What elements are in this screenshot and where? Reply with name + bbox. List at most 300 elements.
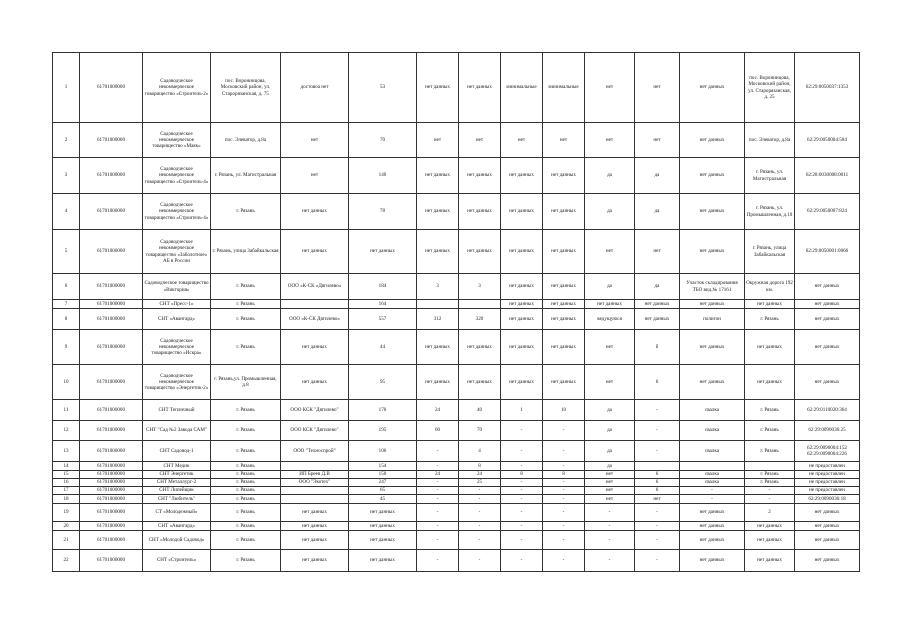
cell-disposal-site: нет данных bbox=[680, 504, 745, 522]
cell-waste-operator bbox=[281, 495, 349, 504]
cell-plot-count: 140 bbox=[349, 158, 417, 194]
table-row bbox=[53, 330, 860, 365]
cell-cadastral-number: 62:29:0090004:152 62:29:0090004:226 bbox=[795, 441, 860, 462]
cell-waste-operator: ИП Бреев Д.В bbox=[281, 471, 349, 479]
cell-col-12: - bbox=[635, 522, 680, 531]
table-row bbox=[53, 230, 860, 274]
cell-address: г. Рязань, ул. Магистральная bbox=[211, 158, 281, 194]
cell-col-8: нет данных bbox=[459, 365, 501, 400]
cell-partnership-name: СНТ "Любитель" bbox=[143, 495, 211, 504]
table-row bbox=[53, 300, 860, 309]
cell-col-8: 25 bbox=[459, 479, 501, 487]
cell-col-9: нет данных bbox=[501, 230, 543, 274]
cell-row-number: 15 bbox=[53, 471, 80, 479]
cell-col-10: нет bbox=[543, 123, 585, 158]
cell-cadastral-number: 62:29:0050004:584 bbox=[795, 123, 860, 158]
cell-col-9: - bbox=[501, 462, 543, 471]
cell-address: г. Рязань bbox=[211, 504, 281, 522]
cell-cadastral-number: 62:28:0030008:0011 bbox=[795, 158, 860, 194]
cell-waste-operator: ООО «К-СК Дягилево» bbox=[281, 309, 349, 330]
cell-col-7: 60 bbox=[417, 421, 459, 441]
cell-address: г. Рязань, улица Забайкальская bbox=[211, 230, 281, 274]
cell-partnership-name: СНТ "Сад №2 Завода САМ" bbox=[143, 421, 211, 441]
cell-col-11: нет bbox=[585, 123, 635, 158]
cell-col-8: - bbox=[459, 531, 501, 550]
cell-waste-operator: нет bbox=[281, 123, 349, 158]
cell-disposal-site: свалка bbox=[680, 400, 745, 421]
cell-address: г. Рязань,ул. Промышленная, д.8 bbox=[211, 365, 281, 400]
cell-col-9: нет данных bbox=[501, 194, 543, 230]
cell-disposal-site: - bbox=[680, 487, 745, 495]
cell-partnership-name: Садоводческое некоммерческое товарищество «Маяк» bbox=[143, 123, 211, 158]
cell-disposal-location: г. Рязань bbox=[745, 421, 795, 441]
cell-disposal-location: нет данных bbox=[745, 531, 795, 550]
cell-disposal-location: нет данных bbox=[745, 330, 795, 365]
cell-row-number: 17 bbox=[53, 487, 80, 495]
cell-col-10: 8 bbox=[543, 471, 585, 479]
cell-plot-count: 247 bbox=[349, 479, 417, 487]
cell-row-number: 14 bbox=[53, 462, 80, 471]
cell-col-9: нет данных bbox=[501, 274, 543, 300]
cell-row-number: 12 bbox=[53, 421, 80, 441]
cell-col-10: нет данных bbox=[543, 309, 585, 330]
cell-disposal-site: нет данных bbox=[680, 230, 745, 274]
cell-col-12: нет bbox=[635, 495, 680, 504]
cell-partnership-name: СНТ Липейщик bbox=[143, 487, 211, 495]
cell-disposal-location: г. Рязань bbox=[745, 400, 795, 421]
cell-waste-operator: нет данных bbox=[281, 531, 349, 550]
cell-col-12: 6 bbox=[635, 487, 680, 495]
cell-waste-operator: нет bbox=[281, 158, 349, 194]
cell-col-12: да bbox=[635, 158, 680, 194]
cell-col-7: 24 bbox=[417, 471, 459, 479]
cell-col-8: - bbox=[459, 487, 501, 495]
cell-oktmo-code: 61701000000 bbox=[80, 194, 143, 230]
cell-disposal-site: свалка bbox=[680, 471, 745, 479]
cell-oktmo-code: 61701000000 bbox=[80, 274, 143, 300]
cell-row-number: 16 bbox=[53, 479, 80, 487]
cell-col-7: 3 bbox=[417, 274, 459, 300]
cell-col-9: - bbox=[501, 421, 543, 441]
cell-disposal-location: пос. Элеватор, д.8а bbox=[745, 123, 795, 158]
cell-col-12: - bbox=[635, 421, 680, 441]
cell-disposal-site: свалка bbox=[680, 441, 745, 462]
cell-disposal-location bbox=[745, 462, 795, 471]
cell-disposal-location: г. Рязань, ул. Промышленная, д.10 bbox=[745, 194, 795, 230]
cell-cadastral-number: нет данных bbox=[795, 330, 860, 365]
cell-col-11: нет bbox=[585, 487, 635, 495]
cell-disposal-location: г. Рязань bbox=[745, 471, 795, 479]
cell-col-8: нет bbox=[459, 123, 501, 158]
table-body bbox=[53, 53, 860, 572]
cell-plot-count: 95 bbox=[349, 365, 417, 400]
cell-col-7: - bbox=[417, 462, 459, 471]
cell-col-10: - bbox=[543, 479, 585, 487]
cell-address: г. Рязань bbox=[211, 194, 281, 230]
table-row bbox=[53, 487, 860, 495]
cell-waste-operator: нет данных bbox=[281, 230, 349, 274]
cell-cadastral-number: нет данных bbox=[795, 550, 860, 572]
cell-waste-operator: нет данных bbox=[281, 194, 349, 230]
cell-address: г. Рязань bbox=[211, 400, 281, 421]
cell-oktmo-code: 61701000000 bbox=[80, 230, 143, 274]
cell-address: г. Рязань bbox=[211, 462, 281, 471]
cell-col-10: нет данных bbox=[543, 158, 585, 194]
cell-col-7 bbox=[417, 300, 459, 309]
cell-waste-operator bbox=[281, 462, 349, 471]
document-page bbox=[52, 52, 859, 572]
cell-waste-operator bbox=[281, 300, 349, 309]
cell-plot-count: 45 bbox=[349, 495, 417, 504]
cell-col-7: нет bbox=[417, 123, 459, 158]
cell-row-number: 22 bbox=[53, 550, 80, 572]
cell-partnership-name: Садоводческое некоммерческое товарищество «Искра» bbox=[143, 330, 211, 365]
cell-row-number: 6 bbox=[53, 274, 80, 300]
cell-oktmo-code: 61701000000 bbox=[80, 471, 143, 479]
cell-plot-count: нет данных bbox=[349, 504, 417, 522]
cell-plot-count: 170 bbox=[349, 400, 417, 421]
cell-partnership-name: СНТ «Строитель» bbox=[143, 550, 211, 572]
cell-partnership-name: Садоводческое некоммерческое товарищество «Строитель-4» bbox=[143, 158, 211, 194]
cell-col-8: 4 bbox=[459, 441, 501, 462]
cell-disposal-location: нет данных bbox=[745, 300, 795, 309]
cell-col-12: 6 bbox=[635, 471, 680, 479]
cell-address: г. Рязань bbox=[211, 274, 281, 300]
table-row bbox=[53, 309, 860, 330]
cell-col-10: минимальные bbox=[543, 53, 585, 123]
cell-cadastral-number: нет данных bbox=[795, 309, 860, 330]
cell-col-8: 3 bbox=[459, 274, 501, 300]
cell-row-number: 2 bbox=[53, 123, 80, 158]
cell-waste-operator: нет данных bbox=[281, 550, 349, 572]
cell-disposal-location: - bbox=[745, 487, 795, 495]
cell-disposal-location: 2 bbox=[745, 504, 795, 522]
cell-cadastral-number: не предоставлен bbox=[795, 471, 860, 479]
cell-col-8: - bbox=[459, 550, 501, 572]
cell-col-8: 8 bbox=[459, 462, 501, 471]
cell-waste-operator: достовоа нет bbox=[281, 53, 349, 123]
cell-address: г. Рязань bbox=[211, 531, 281, 550]
cell-row-number: 21 bbox=[53, 531, 80, 550]
cell-col-12: нет bbox=[635, 230, 680, 274]
cell-plot-count: нет данных bbox=[349, 230, 417, 274]
cell-disposal-location: нет данных bbox=[745, 550, 795, 572]
cell-waste-operator: ООО КСК "Дягилево" bbox=[281, 421, 349, 441]
cell-col-7: - bbox=[417, 487, 459, 495]
cell-plot-count: нет данных bbox=[349, 522, 417, 531]
cell-col-8: - bbox=[459, 522, 501, 531]
cell-col-11: да bbox=[585, 194, 635, 230]
cell-col-9: нет данных bbox=[501, 309, 543, 330]
cell-partnership-name: Садоводческое товарищество «Виктория» bbox=[143, 274, 211, 300]
cell-oktmo-code: 61701000000 bbox=[80, 522, 143, 531]
cell-col-7: - bbox=[417, 479, 459, 487]
cell-col-11: да bbox=[585, 274, 635, 300]
cell-disposal-site: - bbox=[680, 495, 745, 504]
table-row bbox=[53, 531, 860, 550]
cell-oktmo-code: 61701000000 bbox=[80, 441, 143, 462]
cell-disposal-site: нет данных bbox=[680, 194, 745, 230]
cell-plot-count: 150 bbox=[349, 471, 417, 479]
cell-col-10: - bbox=[543, 462, 585, 471]
cell-col-8: 320 bbox=[459, 309, 501, 330]
cell-oktmo-code: 61701000000 bbox=[80, 330, 143, 365]
cell-waste-operator: нет данных bbox=[281, 365, 349, 400]
cell-col-11: да bbox=[585, 462, 635, 471]
cell-col-9: нет данных bbox=[501, 158, 543, 194]
table-row bbox=[53, 495, 860, 504]
cell-address: г. Рязань bbox=[211, 479, 281, 487]
cell-oktmo-code: 61701000000 bbox=[80, 421, 143, 441]
cell-cadastral-number: нет данных bbox=[795, 300, 860, 309]
cell-oktmo-code: 61701000000 bbox=[80, 365, 143, 400]
cell-partnership-name: СНТ Тепличный bbox=[143, 400, 211, 421]
cell-col-7: нет данных bbox=[417, 330, 459, 365]
cell-plot-count: 164 bbox=[349, 300, 417, 309]
cell-row-number: 7 bbox=[53, 300, 80, 309]
cell-row-number: 19 bbox=[53, 504, 80, 522]
cell-partnership-name: СНТ Металлург-2 bbox=[143, 479, 211, 487]
cell-col-8: нет данных bbox=[459, 194, 501, 230]
cell-cadastral-number: 62:29:0110020:364 bbox=[795, 400, 860, 421]
cell-col-8: нет данных bbox=[459, 53, 501, 123]
cell-col-9: минимальные bbox=[501, 53, 543, 123]
cell-address: г. Рязань bbox=[211, 421, 281, 441]
cell-oktmo-code: 61701000000 bbox=[80, 300, 143, 309]
cell-col-7: - bbox=[417, 550, 459, 572]
cell-col-12: - bbox=[635, 550, 680, 572]
cell-partnership-name: СНТ «Авангард» bbox=[143, 522, 211, 531]
cell-col-7: 312 bbox=[417, 309, 459, 330]
cell-col-11: нет bbox=[585, 495, 635, 504]
cell-waste-operator: ООО КСК "Дягилево" bbox=[281, 400, 349, 421]
cell-col-10: - bbox=[543, 522, 585, 531]
cell-partnership-name: СНТ «Молодой Садовод» bbox=[143, 531, 211, 550]
cell-col-12: - bbox=[635, 441, 680, 462]
cell-oktmo-code: 61701000000 bbox=[80, 531, 143, 550]
table-row bbox=[53, 471, 860, 479]
cell-disposal-site: полигон bbox=[680, 309, 745, 330]
cell-disposal-site: нет данных bbox=[680, 550, 745, 572]
cell-plot-count: 70 bbox=[349, 123, 417, 158]
cell-cadastral-number: 62:29:0090036:25 bbox=[795, 421, 860, 441]
cell-partnership-name: СНТ «Авангард» bbox=[143, 309, 211, 330]
cell-row-number: 4 bbox=[53, 194, 80, 230]
cell-cadastral-number: не предоставлен bbox=[795, 479, 860, 487]
cell-col-9: 8 bbox=[501, 471, 543, 479]
cell-disposal-location: нет данных bbox=[745, 365, 795, 400]
cell-col-12: - bbox=[635, 504, 680, 522]
table-row bbox=[53, 522, 860, 531]
cell-col-11: нет данных bbox=[585, 300, 635, 309]
cell-col-7: нет данных bbox=[417, 365, 459, 400]
cell-oktmo-code: 61701000000 bbox=[80, 400, 143, 421]
cell-disposal-location: г. Рязань, ул. Магистральная bbox=[745, 158, 795, 194]
cell-col-11: - bbox=[585, 550, 635, 572]
cell-col-10: - bbox=[543, 504, 585, 522]
cell-oktmo-code: 61701000000 bbox=[80, 158, 143, 194]
cell-oktmo-code: 61701000000 bbox=[80, 495, 143, 504]
cell-disposal-location: г. Рязань, улица Забайкальская bbox=[745, 230, 795, 274]
cell-col-11: нет bbox=[585, 330, 635, 365]
cell-disposal-site: нет данных bbox=[680, 531, 745, 550]
table-row bbox=[53, 274, 860, 300]
table-row bbox=[53, 400, 860, 421]
cell-oktmo-code: 61701000000 bbox=[80, 462, 143, 471]
cell-waste-operator: ООО «К-СК «Дягилево» bbox=[281, 274, 349, 300]
cell-col-12: да bbox=[635, 194, 680, 230]
cell-col-11: нет bbox=[585, 53, 635, 123]
cell-plot-count: нет данных bbox=[349, 550, 417, 572]
cell-col-9: нет bbox=[501, 123, 543, 158]
cell-waste-operator: ООО "Техноспрой" bbox=[281, 441, 349, 462]
cell-cadastral-number: не предоставлен bbox=[795, 462, 860, 471]
cell-row-number: 18 bbox=[53, 495, 80, 504]
cell-col-7: нет данных bbox=[417, 53, 459, 123]
cell-col-10: - bbox=[543, 487, 585, 495]
cell-col-12 bbox=[635, 462, 680, 471]
cell-col-8 bbox=[459, 300, 501, 309]
cell-col-8: 24 bbox=[459, 471, 501, 479]
table-row bbox=[53, 479, 860, 487]
cell-row-number: 11 bbox=[53, 400, 80, 421]
cell-col-11: нет bbox=[585, 471, 635, 479]
table-row bbox=[53, 421, 860, 441]
cell-cadastral-number: нет данных bbox=[795, 274, 860, 300]
cell-col-11: нет bbox=[585, 365, 635, 400]
cell-partnership-name: Садоводческое некоммерческое товарищество «Строитель-4» bbox=[143, 194, 211, 230]
cell-col-10: нет данных bbox=[543, 194, 585, 230]
cell-oktmo-code: 61701000000 bbox=[80, 504, 143, 522]
cell-partnership-name: СНТ Медик bbox=[143, 462, 211, 471]
cell-col-12: 6 bbox=[635, 479, 680, 487]
cell-disposal-location: г. Рязань bbox=[745, 441, 795, 462]
cell-address: пос. Элеватор, д.8а bbox=[211, 123, 281, 158]
cell-col-11: - bbox=[585, 531, 635, 550]
cell-plot-count: 195 bbox=[349, 421, 417, 441]
cell-col-10: нет данных bbox=[543, 330, 585, 365]
cell-cadastral-number: нет данных bbox=[795, 531, 860, 550]
cell-col-7: - bbox=[417, 531, 459, 550]
cell-row-number: 3 bbox=[53, 158, 80, 194]
cell-partnership-name: СТ «Молодежный» bbox=[143, 504, 211, 522]
cell-col-7: - bbox=[417, 495, 459, 504]
cell-cadastral-number: нет данных bbox=[795, 504, 860, 522]
cell-partnership-name: Садоводческое некоммерческое товарищество «Заболотное» АБ в России bbox=[143, 230, 211, 274]
cell-disposal-location: г. Рязань bbox=[745, 309, 795, 330]
cell-col-8: нет данных bbox=[459, 158, 501, 194]
cell-col-11: да bbox=[585, 158, 635, 194]
cell-col-10: - bbox=[543, 550, 585, 572]
cell-partnership-name: СНТ «Пресс-1» bbox=[143, 300, 211, 309]
cell-col-11: да bbox=[585, 441, 635, 462]
cell-row-number: 13 bbox=[53, 441, 80, 462]
cell-disposal-location: Окружная дорога 192 км. bbox=[745, 274, 795, 300]
cell-plot-count: 106 bbox=[349, 441, 417, 462]
cell-disposal-site: нет данных bbox=[680, 158, 745, 194]
cell-waste-operator: нет данных bbox=[281, 330, 349, 365]
cell-cadastral-number: 62:29:0050001:0066 bbox=[795, 230, 860, 274]
cell-col-10: - bbox=[543, 421, 585, 441]
cell-col-9: - bbox=[501, 504, 543, 522]
cell-waste-operator: ООО "Экотех" bbox=[281, 479, 349, 487]
cell-col-9: нет данных bbox=[501, 365, 543, 400]
table-row bbox=[53, 123, 860, 158]
cell-plot-count: 44 bbox=[349, 330, 417, 365]
cell-col-9: нет данных bbox=[501, 330, 543, 365]
cell-col-9: - bbox=[501, 531, 543, 550]
cell-disposal-site: нет данных bbox=[680, 53, 745, 123]
cell-partnership-name: Садоводческое некоммерческое товарищество «Энергетик-2» bbox=[143, 365, 211, 400]
cell-address: г. Рязань bbox=[211, 300, 281, 309]
cell-disposal-site: нет данных bbox=[680, 365, 745, 400]
cell-col-12: - bbox=[635, 531, 680, 550]
cell-oktmo-code: 61701000000 bbox=[80, 309, 143, 330]
cell-col-10: нет данных bbox=[543, 365, 585, 400]
cell-col-9: - bbox=[501, 487, 543, 495]
cell-disposal-site: нет данных bbox=[680, 123, 745, 158]
cell-col-10: нет данных bbox=[543, 274, 585, 300]
table-row bbox=[53, 550, 860, 572]
cell-row-number: 20 bbox=[53, 522, 80, 531]
cell-oktmo-code: 61701000000 bbox=[80, 123, 143, 158]
cell-row-number: 10 bbox=[53, 365, 80, 400]
cell-col-9: - bbox=[501, 495, 543, 504]
cell-disposal-site: свалка bbox=[680, 421, 745, 441]
cell-plot-count: 184 bbox=[349, 274, 417, 300]
cell-row-number: 1 bbox=[53, 53, 80, 123]
cell-cadastral-number: 62:29:0090036:18 bbox=[795, 495, 860, 504]
cell-col-8: 70 bbox=[459, 421, 501, 441]
cell-col-9: - bbox=[501, 522, 543, 531]
cell-cadastral-number: 62:29:0050007:824 bbox=[795, 194, 860, 230]
cell-address: г. Рязань bbox=[211, 330, 281, 365]
gardening-partnerships-table bbox=[52, 52, 860, 572]
table-row bbox=[53, 462, 860, 471]
cell-col-12: б bbox=[635, 330, 680, 365]
cell-waste-operator bbox=[281, 487, 349, 495]
cell-address: г. Рязань bbox=[211, 550, 281, 572]
table-row bbox=[53, 441, 860, 462]
cell-col-7: нет данных bbox=[417, 194, 459, 230]
cell-disposal-site: свалка bbox=[680, 479, 745, 487]
cell-address: г. Рязань bbox=[211, 495, 281, 504]
cell-col-9: нет данных bbox=[501, 300, 543, 309]
cell-col-7: - bbox=[417, 504, 459, 522]
cell-plot-count: 53 bbox=[349, 53, 417, 123]
cell-col-12: нет bbox=[635, 123, 680, 158]
cell-disposal-site: нет данных bbox=[680, 522, 745, 531]
cell-col-8: 40 bbox=[459, 400, 501, 421]
cell-disposal-location: нет данных bbox=[745, 522, 795, 531]
cell-disposal-location: пос. Воронинцова, Московский район, ул. Старорязанская, д. 25 bbox=[745, 53, 795, 123]
cell-col-11: нет bbox=[585, 479, 635, 487]
cell-col-12: нет bbox=[635, 53, 680, 123]
cell-col-11: ведущуюся bbox=[585, 309, 635, 330]
cell-col-8: нет данных bbox=[459, 230, 501, 274]
cell-col-8: - bbox=[459, 504, 501, 522]
cell-col-11: да bbox=[585, 400, 635, 421]
cell-col-7: 24 bbox=[417, 400, 459, 421]
cell-plot-count: 154 bbox=[349, 462, 417, 471]
cell-cadastral-number: нет данных bbox=[795, 522, 860, 531]
cell-col-11: - bbox=[585, 522, 635, 531]
cell-col-9: - bbox=[501, 441, 543, 462]
cell-address: г. Рязань bbox=[211, 441, 281, 462]
cell-col-10: нет данных bbox=[543, 300, 585, 309]
cell-col-7: - bbox=[417, 441, 459, 462]
cell-col-8: нет данных bbox=[459, 330, 501, 365]
